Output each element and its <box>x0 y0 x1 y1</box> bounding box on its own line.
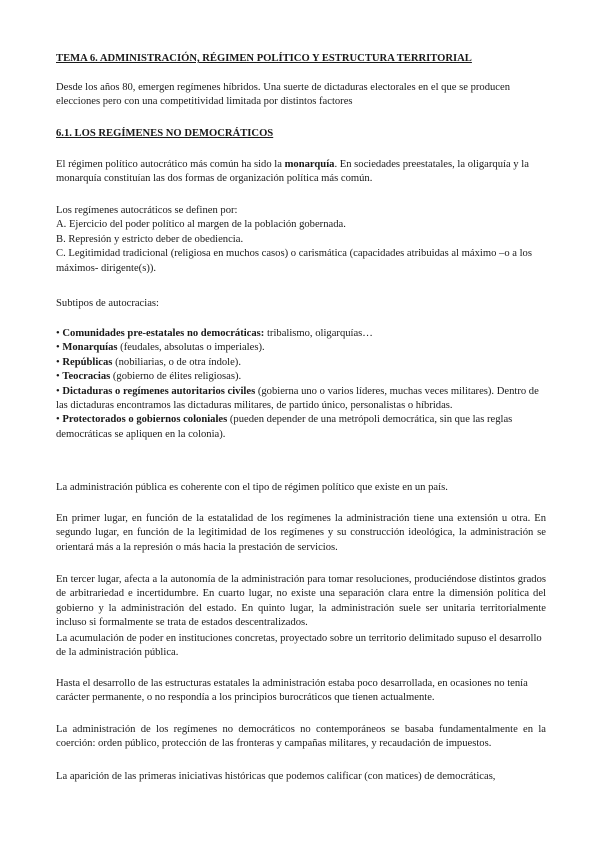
democratic-origins-paragraph: La aparición de las primeras iniciativas históricas que podemos calificar (con matices) de democráticas, <box>56 771 496 782</box>
definition-list <box>56 204 546 276</box>
list-item: • Monarquías (feudales, absolutas o imperiales). <box>56 342 265 354</box>
accumulation-paragraph: La acumulación de poder en instituciones concretas, proyectado sobre un territorio delimitado supuso el desarrollo de la administración pública. <box>56 633 542 659</box>
monarchy-term: monarquía <box>284 159 335 170</box>
definition-item: B. Represión y estricto deber de obediencia. <box>56 233 244 245</box>
bullet: • <box>56 414 60 426</box>
third-fifth-paragraph: En tercer lugar, afecta a la autonomía de la administración para tomar resoluciones, produciéndose distintos grados de arbitrariedad e incertidumbre. En cuarto lugar, no existe una separación clara entre la dimensión política del gobierno y la administración del estado. En quinto lugar, la administración suele ser unitaria territorialmente incluso si formalmente se trata de estados descentralizados. <box>56 574 546 629</box>
list-item: • Teocracias (gobierno de élites religiosas). <box>56 371 242 383</box>
bullet: • <box>56 385 60 397</box>
definition-item: A. Ejercicio del poder político al margen de la población gobernada. <box>56 219 346 231</box>
bullet: • <box>56 342 60 354</box>
coercion-paragraph: La administración de los regímenes no democráticos no contemporáneos se basaba fundamentalmente en la coerción: orden público, protección de las fronteras y campañas militares, y recaudación de impuestos. <box>56 724 546 750</box>
list-item: • Repúblicas (nobiliarias, o de otra índole). <box>56 356 241 368</box>
definition-item: C. Legitimidad tradicional (religiosa en muchos casos) o carismática (capacidades atribuidas al máximo –o a los máximos- dirigente(s)). <box>56 248 532 274</box>
history-paragraph: Hasta el desarrollo de las estructuras estatales la administración estaba poco desarrollada, en ocasiones no tenía carácter permanente, o no respondía a los principios burocráticos que tienen actualmente. <box>56 678 528 704</box>
document-title: TEMA 6. ADMINISTRACIÓN, RÉGIMEN POLÍTICO Y ESTRUCTURA TERRITORIAL <box>56 53 472 64</box>
coherence-paragraph: La administración pública es coherente con el tipo de régimen político que existe en un país. <box>56 482 448 493</box>
section-heading: 6.1. LOS REGÍMENES NO DEMOCRÁTICOS <box>56 128 274 139</box>
subtypes-label: Subtipos de autocracias: <box>56 298 159 309</box>
definition-intro: Los regímenes autocráticos se definen por: <box>56 205 238 216</box>
bullet: • <box>56 356 60 368</box>
intro-paragraph: Desde los años 80, emergen regímenes híbridos. Una suerte de dictaduras electorales en el que se producen elecciones pero con una competitividad limitada por distintos factores <box>56 82 510 108</box>
monarchy-paragraph: El régimen político autocrático más común ha sido la monarquía. En sociedades preestatales, la oligarquía y la monarquía constituían las dos formas de organización política más común. <box>56 159 529 185</box>
list-item: • Comunidades pre-estatales no democráticas: tribalismo, oligarquías… <box>56 328 373 339</box>
subtypes-list <box>56 327 546 442</box>
list-item: • Protectorados o gobiernos coloniales (pueden depender de una metrópoli democrática, sin que las reglas democráticas se apliquen en la colonia). <box>56 414 513 440</box>
bullet: • <box>56 371 60 383</box>
bullet: • <box>56 328 60 339</box>
list-item: • Dictaduras o regímenes autoritarios civiles (gobierna uno o varios líderes, muchas veces militares). Dentro de las dictaduras encontramos las dictaduras militares, de partido único, personalistas o híbridas. <box>56 385 539 412</box>
first-second-paragraph: En primer lugar, en función de la estatalidad de los regímenes la administración tiene una extensión u otra. En segundo lugar, en función de la legitimidad de los regímenes y su construcción ideológica, la administración se orientará más a la represión o más hacia la prestación de servicios. <box>56 513 546 553</box>
